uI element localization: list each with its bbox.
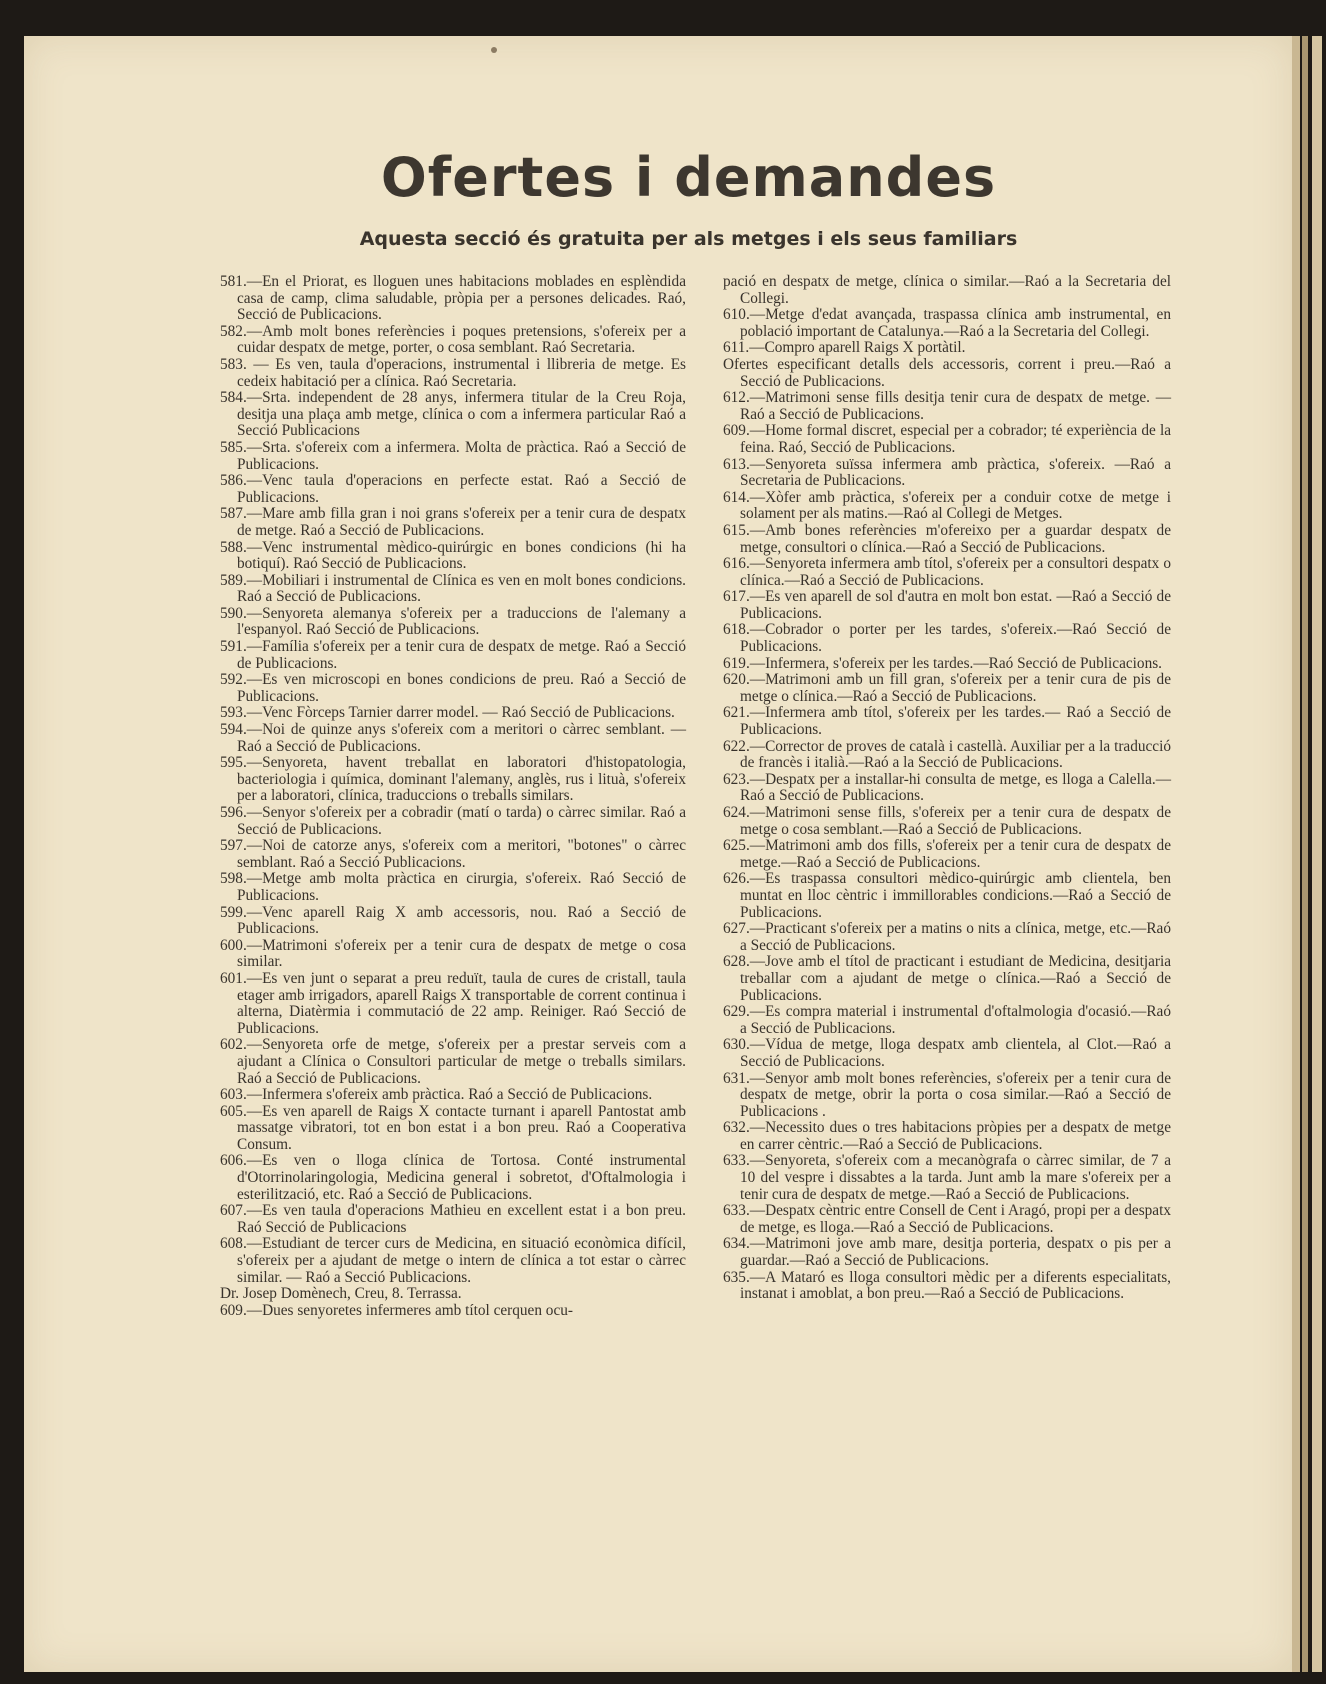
classified-entry: 593.—Venc Fòrceps Tarnier darrer model. — Raó Secció de Publicacions. (220, 704, 675, 722)
classified-entry: 595.—Senyoreta, havent treballat en laboratori d'histopatologia, bacteriologia i química, dominant l'alemany, anglès, rus i lituà, s'ofereix per a laboratori, clínica, traduccions o treballs similars. (220, 754, 686, 805)
classified-entry: 585.—Srta. s'ofereix com a infermera. Molta de pràctica. Raó a Secció de Publicacions. (220, 438, 686, 473)
classified-entry: 608.—Estudiant de tercer curs de Medicina, en situació econòmica difícil, s'ofereix per a ajudant de metge o intern de clínica a tot estar o càrrec similar. — Raó a Secció Publicacions. (220, 1235, 686, 1286)
left-column (220, 274, 686, 1319)
classified-entry: 600.—Matrimoni s'ofereix per a tenir cura de despatx de metge o cosa similar. (220, 936, 686, 971)
classified-entry: 633.—Despatx cèntric entre Consell de Cent i Aragó, propi per a despatx de metge, es lloga.—Raó a Secció de Publicacions. (723, 1202, 1171, 1236)
classified-entry: 584.—Srta. independent de 28 anys, infermera titular de la Creu Roja, desitja una plaça amb metge, clínica o com a infermera particular Raó a Secció Publicacions (220, 389, 686, 440)
classified-entry: 630.—Vídua de metge, lloga despatx amb clientela, al Clot.—Raó a Secció de Publicacions. (723, 1036, 1171, 1070)
classified-entry: 610.—Metge d'edat avançada, traspassa clínica amb instrumental, en població important de Catalunya.—Raó a la Secretaria del Collegi. (723, 306, 1171, 340)
classified-entry: 621.—Infermera amb títol, s'ofereix per les tardes.— Raó a Secció de Publicacions. (723, 704, 1171, 739)
classified-entry: 631.—Senyor amb molt bones referències, s'ofereix per a tenir cura de despatx de metge, obrir la porta o cosa similar.—Raó a Secció de Publicacions . (723, 1069, 1171, 1120)
classified-entry: 624.—Matrimoni sense fills, s'ofereix per a tenir cura de despatx de metge o cosa semblant.—Raó a Secció de Publicacions. (723, 804, 1171, 838)
classified-entry: 629.—Es compra material i instrumental d'oftalmologia d'ocasió.—Raó a Secció de Publicacions. (723, 1003, 1171, 1037)
classified-entry: 590.—Senyoreta alemanya s'ofereix per a traduccions de l'alemany a l'espanyol. Raó Secció de Publicacions. (220, 604, 686, 639)
classified-entry: 605.—Es ven aparell de Raigs X contacte turnant i aparell Pantostat amb massatge vibratori, tot en bon estat i a bon preu. Raó a Cooperativa Consum. (220, 1102, 686, 1153)
classified-entry: 583. — Es ven, taula d'operacions, instrumental i llibreria de metge. Es cedeix habitació per a clínica. Raó Secretaria. (220, 355, 686, 390)
page-subtitle: Aquesta secció és gratuita per als metges i els seus familiars (359, 228, 1018, 250)
classified-entry: 616.—Senyoreta infermera amb títol, s'ofereix per a consultori despatx o clínica.—Raó a Secció de Publicacions. (723, 555, 1171, 589)
classified-entry: 627.—Practicant s'ofereix per a matins o nits a clínica, metge, etc.—Raó a Secció de Publicacions. (723, 920, 1171, 954)
right-column (723, 274, 1171, 1303)
classified-entry: 620.—Matrimoni amb un fill gran, s'ofereix per a tenir cura de pis de metge o clínica.—Raó a Secció de Publicacions. (723, 671, 1171, 705)
page-edge (1292, 36, 1300, 1672)
classified-entry: 619.—Infermera, s'ofereix per les tardes.—Raó Secció de Publicacions. (723, 654, 1162, 672)
page-edge (1302, 36, 1308, 1672)
classified-entry: 618.—Cobrador o porter per les tardes, s'ofereix.—Raó Secció de Publicacions. (723, 621, 1171, 656)
classified-entry: 611.—Compro aparell Raigs X portàtil. (723, 339, 966, 357)
classified-entry: 622.—Corrector de proves de català i castellà. Auxiliar per a la traducció de francès i italià.—Raó a la Secció de Publicacions. (723, 737, 1171, 772)
classified-entry: 607.—Es ven taula d'operacions Mathieu en excellent estat i a bon preu. Raó Secció de Publicacions (220, 1202, 686, 1236)
classified-entry: 609.—Home formal discret, especial per a cobrador; té experiència de la feina. Raó, Secció de Publicacions. (723, 422, 1171, 456)
classified-entry: 599.—Venc aparell Raig X amb accessoris, nou. Raó a Secció de Publicacions. (220, 903, 686, 938)
classified-entry: 589.—Mobiliari i instrumental de Clínica es ven en molt bones condicions. Raó a Secció de Publicacions. (220, 571, 686, 606)
classified-entry: 588.—Venc instrumental mèdico-quirúrgic en bones condicions (hi ha botiquí). Raó Secció de Publicacions. (220, 538, 686, 573)
classified-entry: 617.—Es ven aparell de sol d'autra en molt bon estat. —Raó a Secció de Publicacions. (723, 588, 1171, 622)
classified-entry: 615.—Amb bones referències m'ofereixo per a guardar despatx de metge, consultori o clínica.—Raó a Secció de Publicacions. (723, 521, 1171, 556)
classified-entry: 582.—Amb molt bones referències i poques pretensions, s'ofereix per a cuidar despatx de metge, porter, o cosa semblant. Raó Secretaria. (220, 322, 686, 357)
classified-entry: 633.—Senyoreta, s'ofereix com a mecanògrafa o càrrec similar, de 7 a 10 del vespre i dissabtes a la tarda. Junt amb la mare s'ofereix per a tenir cura de despatx de metge.—Raó a Secció de Publicacions. (723, 1152, 1171, 1203)
classified-entry: Ofertes especificant detalls dels accessoris, corrent i preu.—Raó a Secció de Publicacions. (723, 355, 1171, 390)
classified-entry: 625.—Matrimoni amb dos fills, s'ofereix per a tenir cura de despatx de metge.—Raó a Secció de Publicacions. (723, 837, 1171, 871)
classified-entry: 592.—Es ven microscopi en bones condicions de preu. Raó a Secció de Publicacions. (220, 671, 686, 705)
classified-entry: 609.—Dues senyoretes infermeres amb títol cerquen ocu- (220, 1301, 573, 1319)
classified-entry: 596.—Senyor s'ofereix per a cobradir (matí o tarda) o càrrec similar. Raó a Secció de Publicacions. (220, 804, 686, 838)
classified-entry: 591.—Família s'ofereix per a tenir cura de despatx de metge. Raó a Secció de Publicacions. (220, 638, 686, 672)
classified-entry: 601.—Es ven junt o separat a preu reduït, taula de cures de cristall, taula etager amb irrigadors, aparell Raigs X transportable de corrent continua i alterna, Diatèrmia i commutació de 22 amp. Reiniger. Raó Secció de Publicacions. (220, 969, 686, 1037)
classified-entry: 634.—Matrimoni jove amb mare, desitja porteria, despatx o pis per a guardar.—Raó a Secció de Publicacions. (723, 1235, 1171, 1270)
classified-entry: 597.—Noi de catorze anys, s'ofereix com a meritori, "botones" o càrrec semblant. Raó a Secció Publicacions. (220, 837, 686, 871)
classified-entry: 606.—Es ven o lloga clínica de Tortosa. Conté instrumental d'Otorrinolaringologia, Medicina general i sobretot, d'Oftalmologia i esterilització, etc. Raó a Secció de Publicacions. (220, 1152, 686, 1203)
classified-entry: 614.—Xòfer amb pràctica, s'ofereix per a conduir cotxe de metge i solament per als matins.—Raó al Collegi de Metges. (723, 488, 1171, 523)
classified-entry: Dr. Josep Domènech, Creu, 8. Terrassa. (220, 1285, 462, 1303)
classified-entry: 587.—Mare amb filla gran i noi grans s'ofereix per a tenir cura de despatx de metge. Raó a Secció de Publicacions. (220, 505, 686, 539)
classified-entry: 598.—Metge amb molta pràctica en cirurgia, s'ofereix. Raó Secció de Publicacions. (220, 870, 686, 904)
classified-entry: 586.—Venc taula d'operacions en perfecte estat. Raó a Secció de Publicacions. (220, 472, 686, 506)
classified-entry: 628.—Jove amb el títol de practicant i estudiant de Medicina, desitjaria treballar com a ajudant de metge o clínica.—Raó a Secció de Publicacions. (723, 953, 1171, 1004)
classified-entry: 635.—A Mataró es lloga consultori mèdic per a diferents especialitats, instanat i amoblat, a bon preu.—Raó a Secció de Publicacions. (723, 1268, 1171, 1303)
classified-entry: 602.—Senyoreta orfe de metge, s'ofereix per a prestar serveis com a ajudant a Clínica o Consultori particular de metge o treballs similars. Raó a Secció de Publicacions. (220, 1036, 686, 1087)
classified-entry: 632.—Necessito dues o tres habitacions pròpies per a despatx de metge en carrer cèntric.—Raó a Secció de Publicacions. (723, 1119, 1171, 1153)
classified-entry: 581.—En el Priorat, es lloguen unes habitacions moblades en esplèndida casa de camp, clima saludable, pròpia per a persones delicades. Raó, Secció de Publicacions. (220, 273, 686, 324)
page-title: Ofertes i demandes (380, 146, 997, 209)
classified-entry: 594.—Noi de quinze anys s'ofereix com a meritori o càrrec semblant. — Raó a Secció de Publicacions. (220, 721, 686, 755)
classified-entry: 612.—Matrimoni sense fills desitja tenir cura de despatx de metge. — Raó a Secció de Publicacions. (723, 389, 1171, 423)
classified-entry: pació en despatx de metge, clínica o similar.—Raó a la Secretaria del Collegi. (723, 273, 1171, 307)
classified-entry: 623.—Despatx per a installar-hi consulta de metge, es lloga a Calella.—Raó a Secció de Publicacions. (723, 770, 1171, 805)
classified-entry: 603.—Infermera s'ofereix amb pràctica. Raó a Secció de Publicacions. (220, 1086, 653, 1104)
page-edge (1312, 36, 1322, 1672)
classified-entry: 626.—Es traspassa consultori mèdico-quirúrgic amb clientela, ben muntat en lloc cèntric i immillorables condicions.—Raó a Secció de Publicacions. (723, 870, 1171, 921)
binding-mark (491, 47, 497, 53)
classified-entry: 613.—Senyoreta suïssa infermera amb pràctica, s'ofereix. —Raó a Secretaria de Publicacions. (723, 455, 1171, 490)
